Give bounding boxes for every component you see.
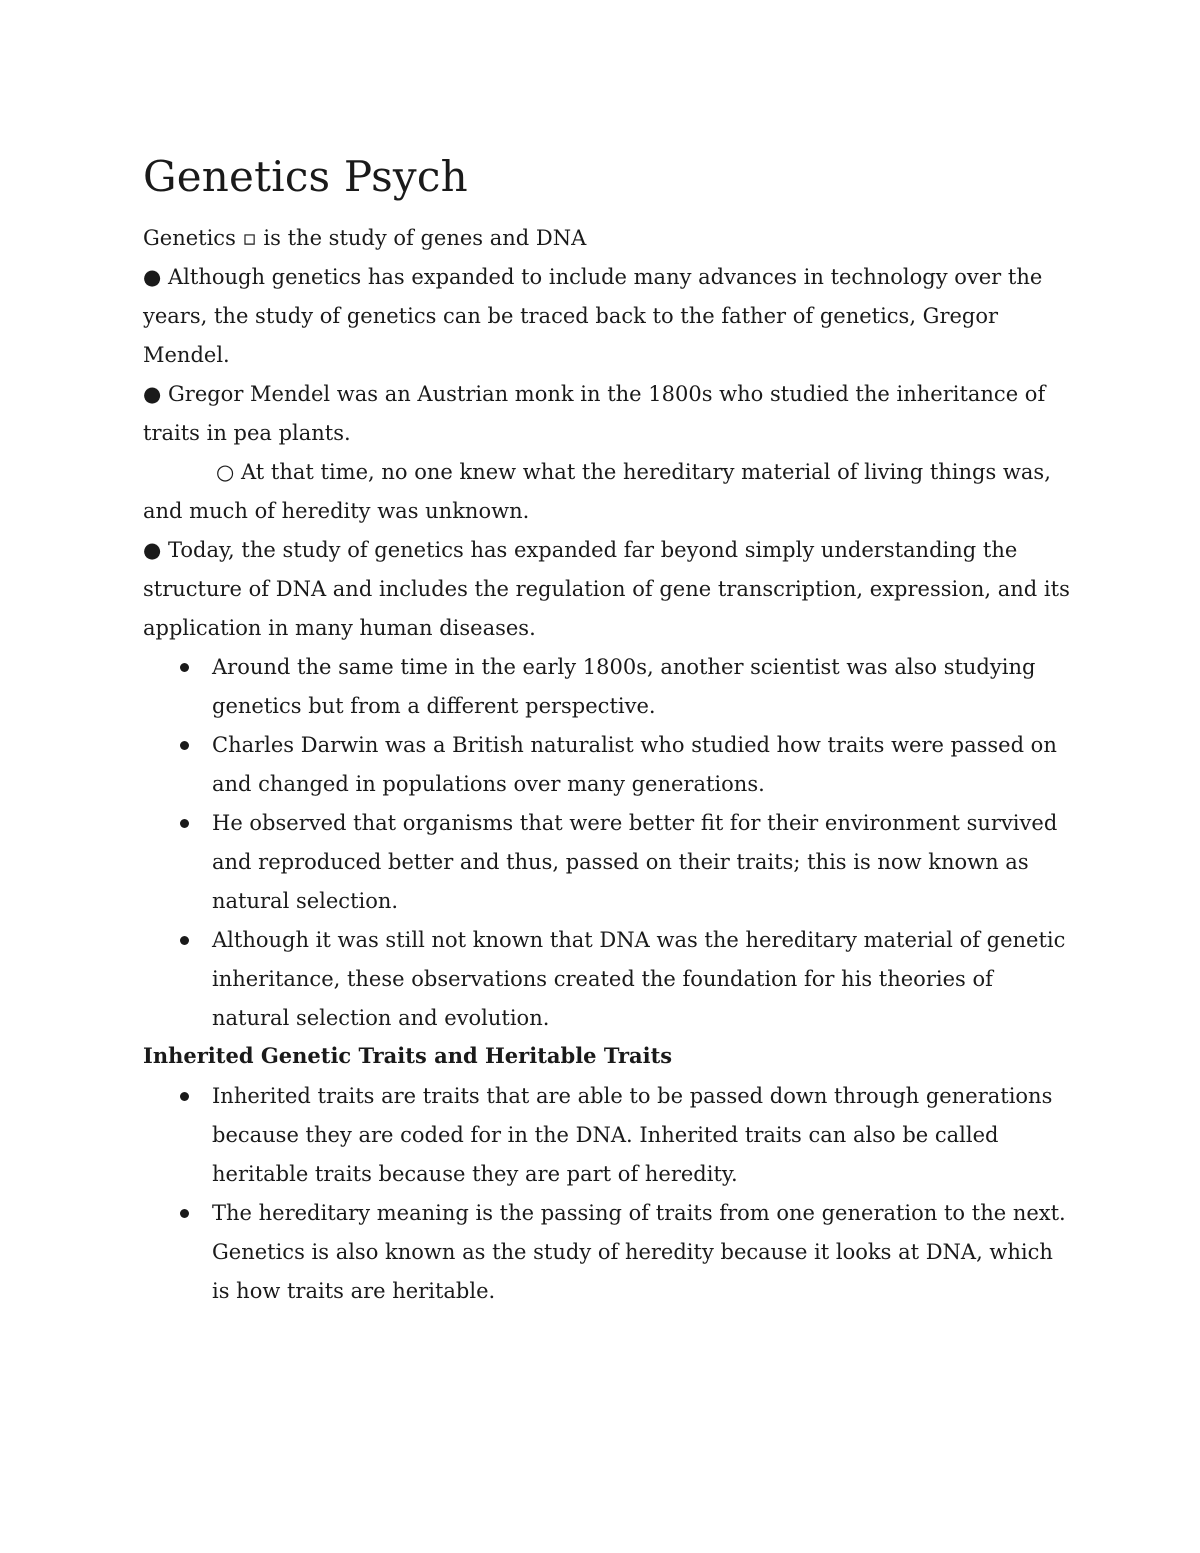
list-item	[143, 1194, 1073, 1311]
sub-point-hereditary-material: ○ At that time, no one knew what the hereditary material of living things was, and much of heredity was unknown.	[143, 460, 1051, 523]
heritable-traits-bullet-list	[143, 1077, 1073, 1311]
bullet-dot-icon	[180, 819, 189, 828]
bullet-dot-icon	[180, 936, 189, 945]
list-item	[143, 921, 1073, 1038]
bullet-dot-icon	[180, 663, 189, 672]
paragraph-today: ● Today, the study of genetics has expanded far beyond simply understanding the structure of DNA and includes the regulation of gene transcription, expression, and its application in many human diseases.	[143, 538, 1070, 640]
list-item-text: Inherited traits are traits that are able to be passed down through generations because they are coded for in the DNA. Inherited traits can also be called heritable traits because they are part of heredity.	[212, 1084, 1053, 1186]
list-item-text: Charles Darwin was a British naturalist who studied how traits were passed on and changed in populations over many generations.	[212, 733, 1057, 796]
list-item	[143, 648, 1073, 726]
bullet-dot-icon	[180, 741, 189, 750]
darwin-bullet-list	[143, 648, 1073, 1038]
bullet-dot-icon	[180, 1209, 189, 1218]
list-item	[143, 726, 1073, 804]
list-item-text: He observed that organisms that were better fit for their environment survived and reproduced better and thus, passed on their traits; this is now known as natural selection.	[212, 811, 1058, 913]
list-item-text: Around the same time in the early 1800s, another scientist was also studying genetics but from a different perspective.	[212, 655, 1036, 718]
list-item	[143, 804, 1073, 921]
bullet-dot-icon	[180, 1092, 189, 1101]
paragraph-mendel-monk: ● Gregor Mendel was an Austrian monk in the 1800s who studied the inheritance of traits in pea plants.	[143, 382, 1046, 445]
list-item-text: Although it was still not known that DNA was the hereditary material of genetic inheritance, these observations created the foundation for his theories of natural selection and evolution.	[212, 928, 1066, 1030]
page-title: Genetics Psych	[143, 152, 468, 201]
list-item-text: The hereditary meaning is the passing of traits from one generation to the next. Genetics is also known as the study of heredity because it looks at DNA, which is how traits are heritable.	[212, 1201, 1066, 1303]
document-body	[143, 148, 1073, 1311]
section-heading: Inherited Genetic Traits and Heritable Traits	[143, 1043, 673, 1068]
paragraph-mendel-history: ● Although genetics has expanded to include many advances in technology over the years, the study of genetics can be traced back to the father of genetics, Gregor Mendel.	[143, 265, 1043, 367]
list-item	[143, 1077, 1073, 1194]
intro-line: Genetics ▫ is the study of genes and DNA	[143, 226, 587, 250]
